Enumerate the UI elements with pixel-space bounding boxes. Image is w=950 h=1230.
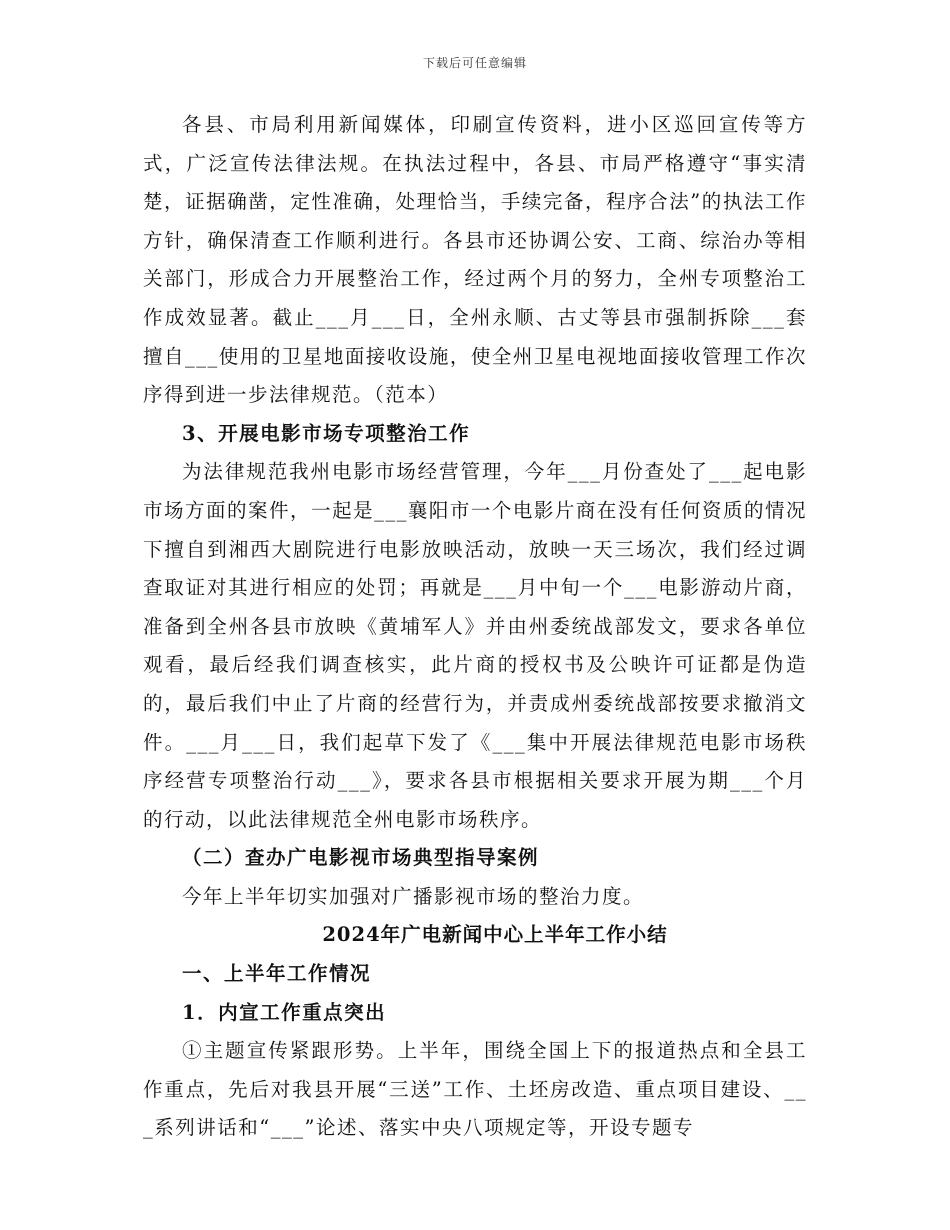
- heading-first-half-situation: 一、上半年工作情况: [182, 962, 372, 986]
- document-title: 2024年广电新闻中心上半年工作小结: [322, 923, 668, 947]
- paragraph-market-rectification: 今年上半年切实加强对广播影视市场的整治力度。: [182, 884, 645, 908]
- document-body: [143, 106, 807, 1148]
- heading-film-market-rectification: 3、开展电影市场专项整治工作: [182, 421, 471, 445]
- heading-typical-cases: （二）查办广电影视市场典型指导案例: [182, 846, 540, 870]
- paragraph-publicity: 各县、市局利用新闻媒体，印刷宣传资料，进小区巡回宣传等方式，广泛宣传法律法规。在执法过程中，各县、市局严格遵守“事实清楚，证据确凿，定性准确，处理恰当，手续完备，程序合法”的执法工作方针，确保清查工作顺利进行。各县市还协调公安、工商、综治办等相关部门，形成合力开展整治工作，经过两个月的努力，全州专项整治工作成效显著。截止___月___日，全州永顺、古丈等县市强制拆除___套擅自___使用的卫星地面接收设施，使全州卫星电视地面接收管理工作次序得到进一步法律规范。（范本）: [143, 113, 807, 407]
- paragraph-film-market-cases: 为法律规范我州电影市场经营管理，今年___月份查处了___起电影市场方面的案件，一起是___襄阳市一个电影片商在没有任何资质的情况下擅自到湘西大剧院进行电影放映活动，放映一天三场次，我们经过调查取证对其进行相应的处罚；再就是___月中旬一个___电影游动片商，准备到全州各县市放映《黄埔军人》并由州委统战部发文，要求各单位观看，最后经我们调查核实，此片商的授权书及公映许可证都是伪造的，最后我们中止了片商的经营行为，并责成州委统战部按要求撤消文件。___月___日，我们起草下发了《___集中开展法律规范电影市场秩序经营专项整治行动___》，要求各县市根据相关要求开展为期___个月的行动，以此法律规范全州电影市场秩序。: [143, 460, 807, 831]
- page-header-note: 下载后可任意编辑: [422, 56, 527, 70]
- paragraph-theme-publicity: ①主题宣传紧跟形势。上半年，围绕全国上下的报道热点和全县工作重点，先后对我县开展“三送”工作、土坯房改造、重点项目建设、___系列讲话和“___”论述、落实中央八项规定等，开设专题专: [143, 1039, 807, 1140]
- heading-internal-publicity: 1．内宣工作重点突出: [182, 1000, 387, 1024]
